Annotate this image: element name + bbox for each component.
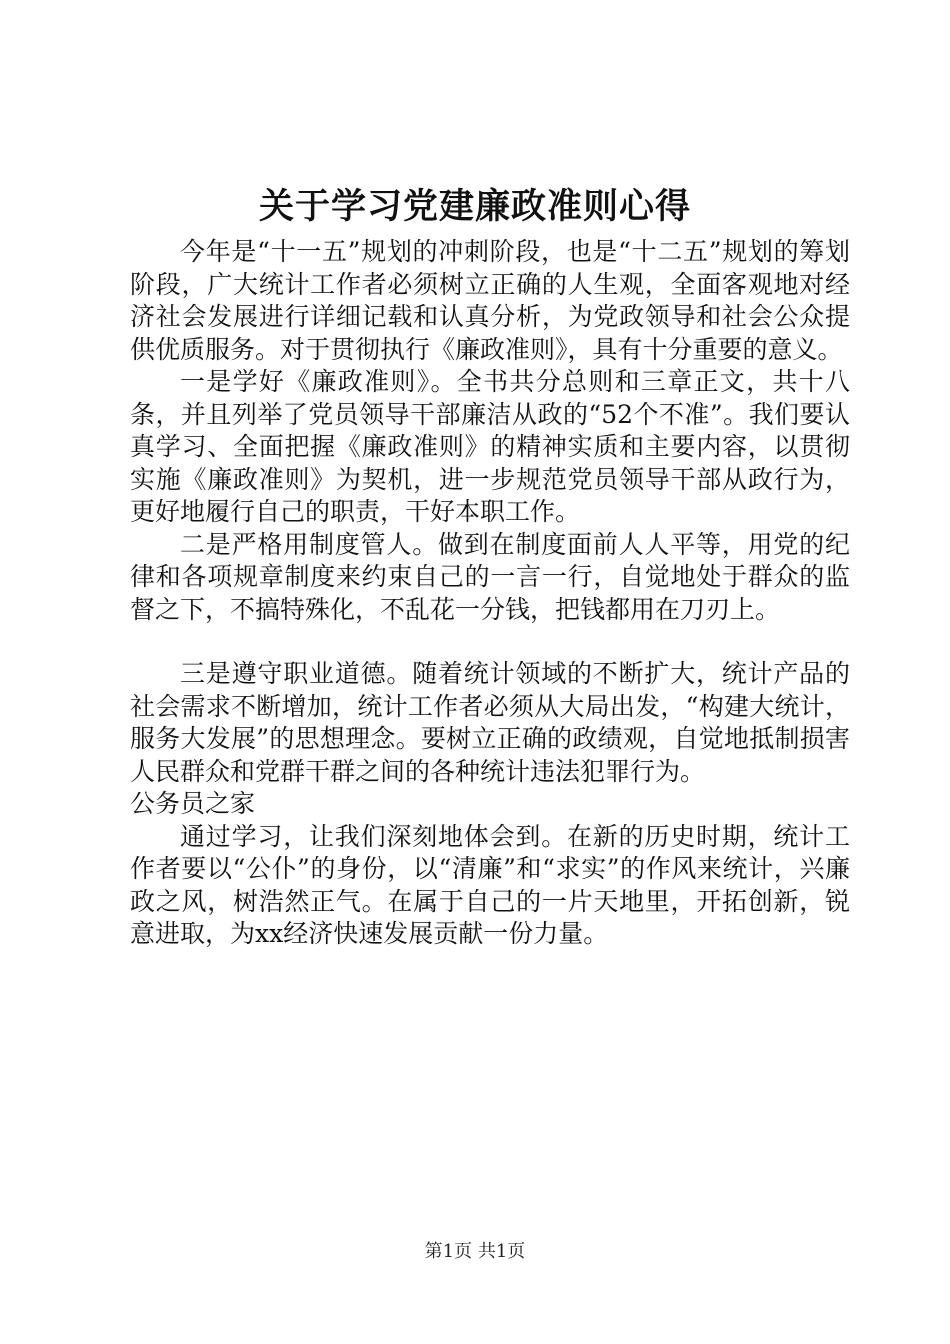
paragraph-point-one: 一是学好《廉政准则》。全书共分总则和三章正文，共十八条，并且列举了党员领导干部廉洁从政的“52个不准”。我们要认真学习、全面把握《廉政准则》的精神实质和主要内容，以贯彻实施《廉政准则》为契机，进一步规范党员领导干部从政行为，更好地履行自己的职责，干好本职工作。 — [130, 367, 850, 526]
paragraph-conclusion: 通过学习，让我们深刻地体会到。在新的历史时期，统计工作者要以“公仆”的身份，以“清廉”和“求实”的作风来统计，兴廉政之风，树浩然正气。在属于自己的一片天地里，开拓创新，锐意进取，为xx经济快速发展贡献一份力量。 — [130, 821, 850, 948]
document-body — [130, 236, 850, 951]
paragraph-point-three: 三是遵守职业道德。随着统计领域的不断扩大，统计产品的社会需求不断增加，统计工作者必须从大局出发，“构建大统计，服务大发展”的思想理念。要树立正确的政绩观，自觉地抵制损害人民群众和党群干群之间的各种统计违法犯罪行为。 — [130, 659, 850, 786]
paragraph-intro: 今年是“十一五”规划的冲刺阶段，也是“十二五”规划的筹划阶段，广大统计工作者必须树立正确的人生观，全面客观地对经济社会发展进行详细记载和认真分析，为党政领导和社会公众提供优质服务。对于贯彻执行《廉政准则》，具有十分重要的意义。 — [130, 237, 850, 364]
paragraph-point-two: 二是严格用制度管人。做到在制度面前人人平等，用党的纪律和各项规章制度来约束自己的一言一行，自觉地处于群众的监督之下，不搞特殊化，不乱花一分钱，把钱都用在刀刃上。 — [130, 529, 850, 624]
paragraph-point-three-tail: 公务员之家 — [130, 789, 256, 818]
page-footer: 第1页 共1页 — [424, 1241, 526, 1262]
document-title: 关于学习党建廉政准则心得 — [258, 186, 691, 227]
